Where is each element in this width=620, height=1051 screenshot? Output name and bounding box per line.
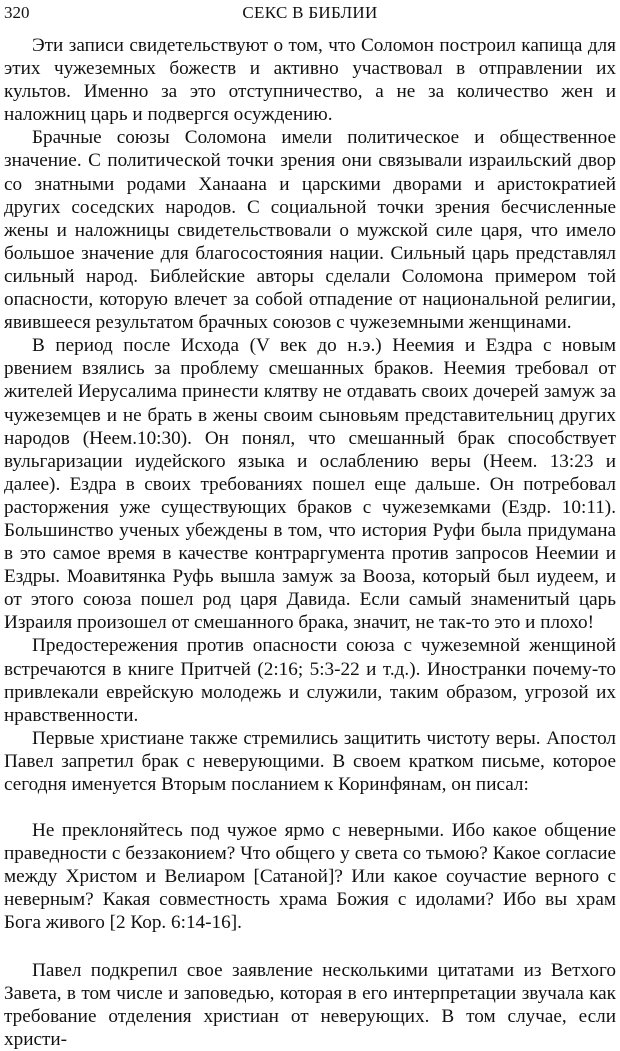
page-header xyxy=(0,2,620,26)
body-text xyxy=(4,34,616,1051)
paragraph: Павел подкрепил свое заявление несколькими цитатами из Ветхого Завета, в том числе и заповедью, которая в его интерпретации звучала как требование отделения христиан от неверующих. В том случае, если христи- xyxy=(4,959,616,1050)
paragraph: Предостережения против опасности союза с чужеземной женщиной встречаются в книге Притчей (2:16; 5:3-22 и т.д.). Иностранки почему-то привлекали еврейскую молодежь и служили, таким образом, угрозой их нравственности. xyxy=(4,635,616,726)
paragraph: В период после Исхода (V век до н.э.) Неемия и Ездра с новым рвением взялись за проблему смешанных браков. Неемия требовал от жителей Иерусалима принести клятву не отдавать своих дочерей замуж за чужеземцев и не брать в жены своим сыновьям представительниц других народов (Неем.10:30). Он понял, что смешанный брак способствует вульгаризации иудейского языка и ослаблению веры (Неем. 13:23 и далее). Ездра в своих требованиях пошел еще дальше. Он потребовал расторжения уже существующих браков с чужеземками (Ездр. 10:11). Большинство ученых убеждены в том, что история Руфи была придумана в это самое время в качестве контраргумента против запросов Неемии и Ездры. Моавитянка Руфь вышла замуж за Вооза, который был иудеем, и от этого союза пошел род царя Давида. Если самый знаменитый царь Израиля произошел от смешанного брака, значит, не так-то это и плохо! xyxy=(4,335,616,634)
running-title: СЕКС В БИБЛИИ xyxy=(242,3,378,22)
paragraph: Первые христиане также стремились защитить чистоту веры. Апостол Павел запретил брак с неверующими. В своем кратком письме, которое сегодня именуется Вторым посланием к Коринфянам, он писал: xyxy=(4,727,616,795)
block-quote: Не преклоняйтесь под чужое ярмо с неверными. Ибо какое общение праведности с беззаконием? Что общего у света со тьмою? Какое согласие между Христом и Велиаром [Сатаной]? Или какое соучастие верного с неверным? Какая совместность храма Божия с идолами? Ибо вы храм Бога живого [2 Кор. 6:14-16]. xyxy=(4,820,616,934)
page-number: 320 xyxy=(4,3,30,22)
paragraph: Брачные союзы Соломона имели политическое и общественное значение. С политической точки зрения они связывали израильский двор со знатными родами Ханаана и царскими дворами и аристократией других соседских народов. С социальной точки зрения бесчисленные жены и наложницы свидетельствовали о мужской силе царя, что имело большое значение для благосостояния нации. Сильный царь представлял сильный народ. Библейские авторы сделали Соломона примером той опасности, которую влечет за собой отпадение от национальной религии, явившееся результатом брачных союзов с чужеземными женщинами. xyxy=(4,127,616,334)
paragraph: Эти записи свидетельствуют о том, что Соломон построил капища для этих чужеземных божеств и активно участвовал в отправлении их культов. Именно за это отступничество, а не за количество жен и наложниц царь и подвергся осуждению. xyxy=(4,35,616,126)
